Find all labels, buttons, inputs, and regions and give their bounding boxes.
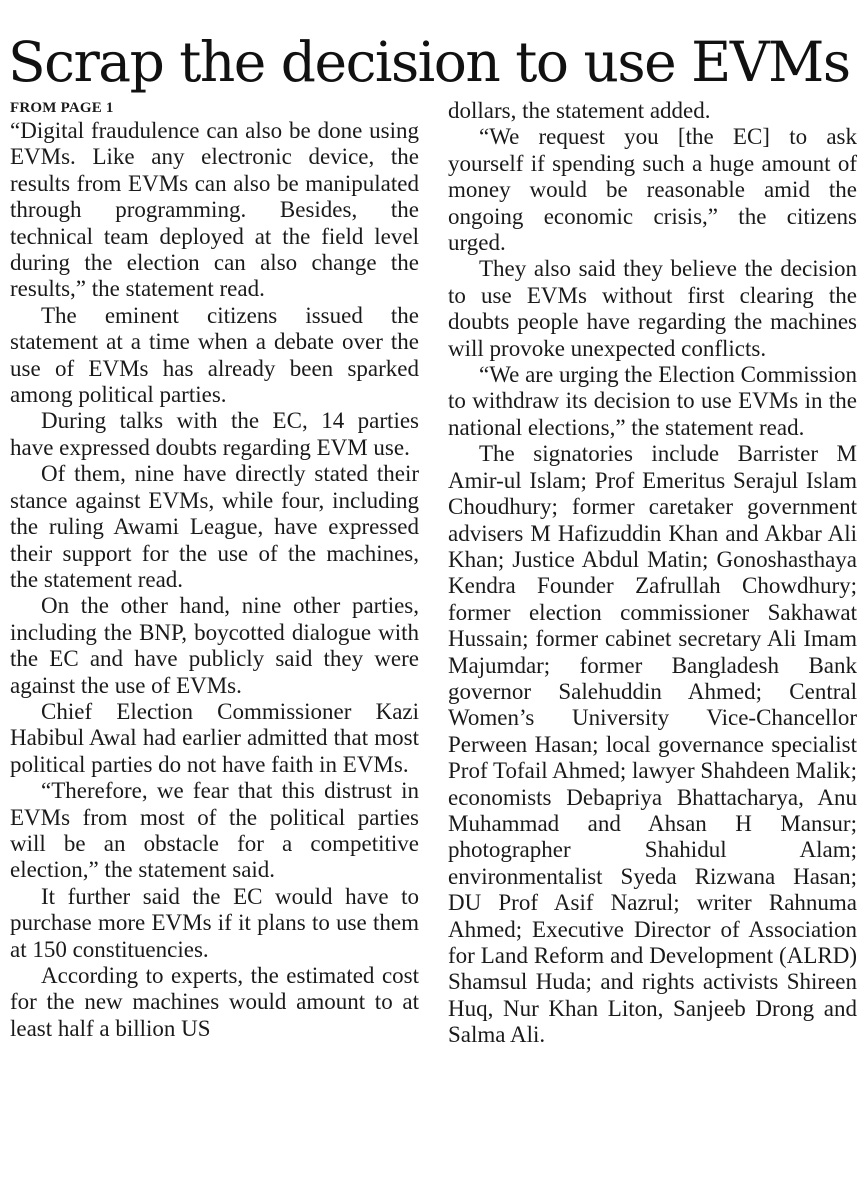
paragraph: “We request you [the EC] to ask yourself if spending such a huge amount of money would be reasonable amid the ongoing economic crisis,” the citizens urged. bbox=[448, 124, 857, 256]
paragraph: “Digital fraudulence can also be done using EVMs. Like any electronic device, the results from EVMs can also be manipulated through programming. Besides, the technical team deployed at the field level during the election can also change the results,” the statement read. bbox=[10, 118, 419, 302]
continuation-label: FROM PAGE 1 bbox=[10, 100, 114, 116]
paragraph: It further said the EC would have to purchase more EVMs if it plans to use them at 150 constituencies. bbox=[10, 883, 419, 962]
paragraph: Chief Election Commissioner Kazi Habibul Awal had earlier admitted that most political parties do not have faith in EVMs. bbox=[10, 698, 419, 777]
paragraph: The signatories include Barrister M Amir-ul Islam; Prof Emeritus Serajul Islam Choudhury; former caretaker government advisers M Hafizuddin Khan and Akbar Ali Khan; Justice Abdul Matin; Gonoshasthaya Kendra Founder Zafrullah Chowdhury; former election commissioner Sakhawat Hussain; former cabinet secretary Ali Imam Majumdar; former Bangladesh Bank governor Salehuddin Ahmed; Central Women’s University Vice-Chancellor Perween Hasan; local governance specialist Prof Tofail Ahmed; lawyer Shahdeen Malik; economists Debapriya Bhattacharya, Anu Muhammad and Ahsan H Mansur; photographer Shahidul Alam; environmentalist Syeda Rizwana Hasan; DU Prof Asif Nazrul; writer Rahnuma Ahmed; Executive Director of Association for Land Reform and Development (ALRD) Shamsul Huda; and rights activists Shireen Huq, Nur Khan Liton, Sanjeeb Drong and Salma Ali. bbox=[448, 441, 857, 1048]
paragraph: “We are urging the Election Commission to withdraw its decision to use EVMs in the national elections,” the statement read. bbox=[448, 362, 857, 440]
paragraph: During talks with the EC, 14 parties have expressed doubts regarding EVM use. bbox=[10, 408, 419, 460]
paragraph: According to experts, the estimated cost for the new machines would amount to at least half a billion US bbox=[10, 963, 419, 1041]
paragraph: On the other hand, nine other parties, including the BNP, boycotted dialogue with the EC and have publicly said they were against the use of EVMs. bbox=[10, 593, 419, 698]
paragraph: They also said they believe the decision to use EVMs without first clearing the doubts people have regarding the machines will provoke unexpected conflicts. bbox=[448, 256, 857, 361]
article-column-right bbox=[448, 98, 857, 1049]
article-column-left bbox=[10, 98, 419, 1042]
paragraph: dollars, the statement added. bbox=[448, 98, 711, 123]
paragraph: The eminent citizens issued the statement at a time when a debate over the use of EVMs has already been sparked among political parties. bbox=[10, 302, 419, 408]
paragraph: Of them, nine have directly stated their stance against EVMs, while four, including the ruling Awami League, have expressed their support for the use of the machines, the statement read. bbox=[10, 461, 419, 592]
headline: Scrap the decision to use EVMs bbox=[8, 30, 850, 94]
paragraph: “Therefore, we fear that this distrust in EVMs from most of the political parties will be an obstacle for a competitive election,” the statement said. bbox=[10, 778, 419, 883]
